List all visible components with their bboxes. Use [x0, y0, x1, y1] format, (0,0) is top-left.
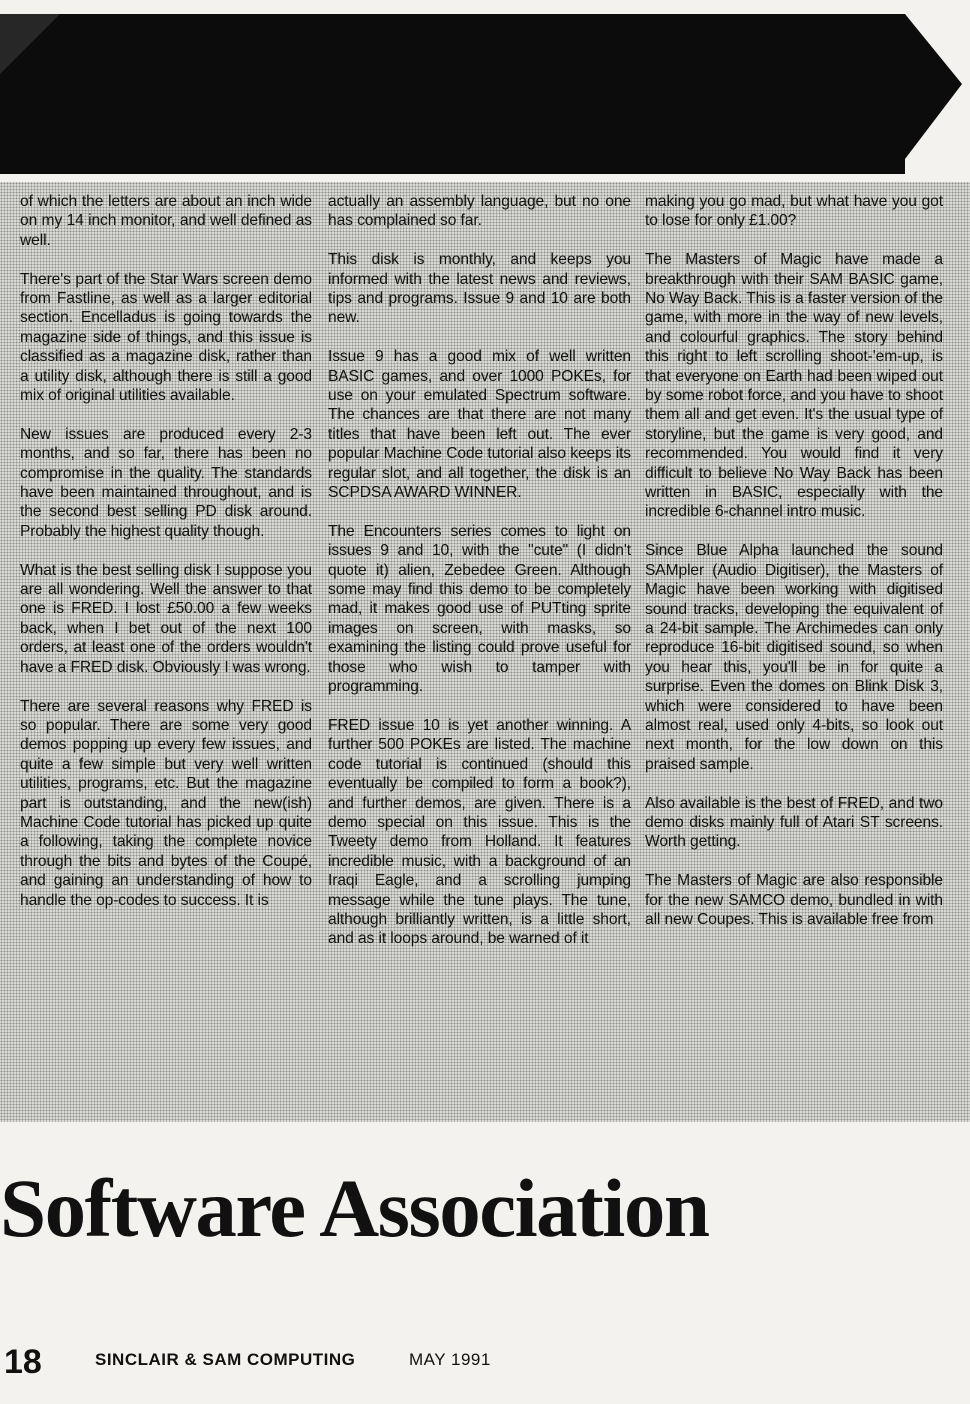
- paragraph: actually an assembly language, but no one has complained so far.: [328, 193, 631, 230]
- paragraph: of which the letters are about an inch wide on my 14 inch monitor, and well defined as well.: [20, 193, 312, 249]
- paragraph: making you go mad, but what have you got to lose for only £1.00?: [645, 193, 943, 230]
- page-number: 18: [4, 1343, 42, 1381]
- paragraph: The Masters of Magic are also responsible for the new SAMCO demo, bundled in with all new Coupes. This is available free from: [645, 872, 943, 928]
- masthead-title: [0, 1158, 970, 1258]
- paragraph: What is the best selling disk I suppose you are all wondering. Well the answer to that one is FRED. I lost £50.00 a few weeks back, when I bet out of the next 100 orders, at least one of the orders wouldn't have a FRED disk. Obviously I was wrong.: [20, 561, 312, 676]
- paragraph: This disk is monthly, and keeps you informed with the latest news and reviews, tips and programs. Issue 9 and 10 are both new.: [328, 251, 631, 327]
- issue-date: MAY 1991: [409, 1350, 491, 1369]
- publication-name: SINCLAIR & SAM COMPUTING: [95, 1350, 356, 1369]
- banner-arrow-shape: [0, 14, 970, 174]
- paragraph: FRED issue 10 is yet another winning. A further 500 POKEs are listed. The machine code tutorial is continued (should this eventually be compiled to form a book?), and further demos, are given. There is a demo special on this issue. This is the Tweety demo from Holland. It features incredible music, with a background of an Iraqi Eagle, and a scrolling jumping message while the tune plays. The tune, although brilliantly written, is a little short, and as it loops around, be warned of it: [328, 716, 631, 948]
- article-column-3: [645, 192, 943, 949]
- masthead-text: Software Association: [0, 1162, 709, 1254]
- paragraph: The Encounters series comes to light on issues 9 and 10, with the "cute" (I didn't quote it) alien, Zebedee Green. Although some may find this demo to be completely mad, it makes good use of PUTting sprite images on screen, with masks, so examining the listing could prove useful for those who wish to tamper with programming.: [328, 522, 631, 696]
- paragraph: There are several reasons why FRED is so popular. There are some very good demos popping up every few issues, and quite a few simple but very well written utilities, programs, etc. But the magazine part is outstanding, and the new(ish) Machine Code tutorial has picked up quite a following, taking the complete novice through the bits and bytes of the Coupé, and gaining an understanding of how to handle the op-codes to success. It is: [20, 697, 312, 909]
- paragraph: New issues are produced every 2-3 months, and so far, there has been no compromise in the quality. The standards have been maintained throughout, and is the second best selling PD disk around. Probably the highest quality though.: [20, 425, 312, 540]
- paragraph: Issue 9 has a good mix of well written BASIC games, and over 1000 POKEs, for use on your emulated Spectrum software. The chances are that there are not many titles that have been left out. The ever popular Machine Code tutorial also keeps its regular slot, and all together, the disk is an SCPDSA AWARD WINNER.: [328, 348, 631, 502]
- article-column-2: [328, 192, 631, 968]
- paragraph: The Masters of Magic have made a breakthrough with their SAM BASIC game, No Way Back. This is a faster version of the game, with more in the way of new levels, and colourful graphics. The story behind this right to left scrolling shoot-'em-up, is that everyone on Earth had been wiped out by some robot force, and you have to shoot them all and get even. It's the usual type of storyline, but the game is very good, and recommended. You would find it very difficult to believe No Way Back has been written in BASIC, especially with the incredible 6-channel intro music.: [645, 251, 943, 521]
- header-banner: [0, 14, 970, 174]
- paragraph: Also available is the best of FRED, and two demo disks mainly full of Atari ST screens. Worth getting.: [645, 794, 943, 851]
- paragraph: Since Blue Alpha launched the sound SAMpler (Audio Digitiser), the Masters of Magic have been working with digitised sound tracks, developing the equivalent of a 24-bit sample. The Archimedes can only reproduce 16-bit digitised sound, so when you hear this, you'll be in for quite a surprise. Even the domes on Blink Disk 3, which were considered to have been almost real, used only 4-bits, so look out next month, for the low down on this praised sample.: [645, 542, 943, 773]
- article-column-1: [20, 192, 312, 929]
- paragraph: There's part of the Star Wars screen demo from Fastline, as well as a larger editorial section. Encelladus is going towards the magazine side of things, and this issue is classified as a magazine disk, rather than a utility disk, although there is still a good mix of original utilities available.: [20, 270, 312, 405]
- article-body: [0, 182, 970, 1122]
- page-footer: [0, 1340, 970, 1384]
